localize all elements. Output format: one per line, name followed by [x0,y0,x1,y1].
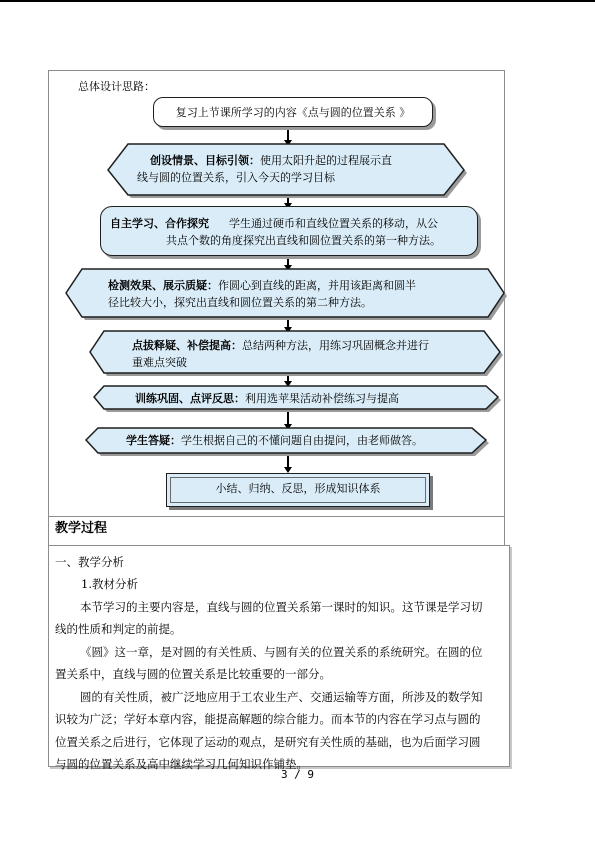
analysis-content [48,545,510,771]
para3-line1: 圆的有关性质，被广泛地应用于工农业生产、交通运输等方面，所涉及的数学知 [80,690,483,704]
flow-step-summary-inner [170,477,426,503]
flow-step-review-text: 复习上节课所学习的内容《点与圆的位置关系 》 [175,106,411,119]
heading-textbook: 1.教材分析 [81,577,138,591]
flow-step-qa-line: 学生答疑：学生根据自己的不懂问题自由提问，由老师做答。 [126,434,423,447]
page-number: 3 / 9 [280,768,315,781]
flow-step-scenario-line2: 线与圆的位置关系，引入今天的学习目标 [137,171,335,184]
flow-step-summary [166,473,430,507]
flow-step-resolve-title: 点拔释疑、补偿提高： [132,339,242,352]
flow-step-summary-text: 小结、归纳、反思，形成知识体系 [215,482,381,495]
flow-step-resolve-line1: 点拔释疑、补偿提高：总结两种方法，用练习巩固概念并进行 [132,339,429,352]
section-title: 教学过程 [48,517,505,545]
flow-step-practice-title: 训练巩固、点评反思： [135,392,245,405]
para1-line2: 线的性质和判定的前提。 [55,622,182,636]
para2-line2: 置关系中，直线与圆的位置关系是比较重要的一部分。 [55,667,331,681]
para3-line4: 与圆的位置关系及高中继续学习几何知识作铺垫。 [55,757,308,771]
top-rule [0,0,595,2]
flow-step-resolve-line2: 重难点突破 [132,356,187,369]
para3-line2: 识较为广泛；学好本章内容，能提高解题的综合能力。而本节的内容在学习点与圆的 [55,712,481,726]
flow-step-review [153,97,433,127]
flow-step-check-title: 检测效果、展示质疑： [108,279,218,292]
flow-step-check-line2: 径比较大小，探究出直线和圆位置关系的第二种方法。 [108,296,372,309]
flow-step-explore-title: 自主学习、合作探究 [110,217,209,230]
para2-line1: 《圆》这一章，是对圆的有关性质、与圆有关的位置关系的系统研究。在圆的位 [80,645,483,659]
flow-step-explore-line2: 共点个数的角度探究出直线和圆位置关系的第一种方法。 [166,234,441,247]
flow-step-scenario-line1: 创设情景、目标引领：使用太阳升起的过程展示直 [150,154,392,167]
para3-line3: 位置关系之后进行，它体现了运动的观点，是研究有关性质的基础，也为后面学习圆 [55,735,481,749]
overview-label: 总体设计思路： [78,80,155,93]
heading-analysis: 一、教学分析 [55,555,124,569]
para1-line1: 本节学习的主要内容是，直线与圆的位置关系第一课时的知识。这节课是学习切 [80,600,483,614]
flow-step-explore-line1: 自主学习、合作探究 学生通过硬币和直线位置关系的移动，从公 [110,217,438,230]
flow-step-qa-title: 学生答疑： [126,434,181,447]
flow-step-scenario-title: 创设情景、目标引领： [150,154,260,167]
flow-step-practice-line: 训练巩固、点评反思：利用选苹果活动补偿练习与提高 [135,392,399,405]
flow-step-check-line1: 检测效果、展示质疑：作圆心到直线的距离，并用该距离和圆半 [108,279,416,292]
